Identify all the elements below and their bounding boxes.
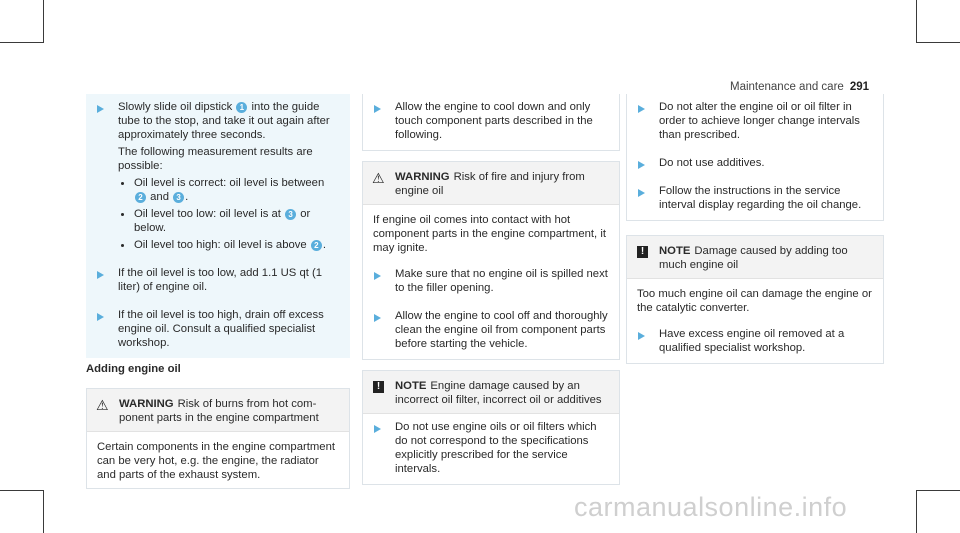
- crop-mark: [916, 490, 917, 533]
- column-2: [362, 94, 620, 485]
- note-box: [362, 370, 620, 485]
- exclamation-icon: !: [373, 381, 384, 393]
- crop-mark: [43, 490, 44, 533]
- arrow-icon: [97, 271, 104, 279]
- step-item: [627, 150, 883, 178]
- note-header: [627, 236, 883, 279]
- step-text: Do not use engine oils or oil filters which do not correspond to the specifications explicitly prescribed for the service intervals.: [395, 421, 597, 475]
- arrow-icon: [638, 161, 645, 169]
- page-header: [730, 80, 869, 94]
- crop-mark: [916, 42, 960, 43]
- page-number: 291: [849, 81, 869, 93]
- note-header: [363, 371, 619, 414]
- warning-header: [87, 389, 349, 432]
- arrow-icon: [97, 105, 104, 113]
- warning-box: [86, 388, 350, 489]
- step-text: Have excess engine oil removed at a qualified specialist workshop.: [659, 328, 845, 354]
- callout-1-icon: 1: [236, 102, 247, 113]
- column-1: [86, 94, 350, 489]
- exclamation-icon: !: [637, 246, 648, 258]
- step-item: [86, 260, 350, 302]
- info-text: The following measurement results are possible:: [118, 146, 313, 172]
- note-label: NOTE: [395, 380, 427, 392]
- warning-header: [363, 162, 619, 205]
- step-text: Make sure that no engine oil is spilled next to the filler opening.: [395, 268, 608, 294]
- step-item: [363, 94, 619, 150]
- warning-label: WARNING: [395, 171, 450, 183]
- warning-body: If engine oil comes into contact with hot component parts in the engine compartment, it may ignite.: [373, 214, 606, 254]
- list-item: Oil level too low: oil level is at 3 or below.: [118, 207, 340, 235]
- callout-2-icon: 2: [135, 192, 146, 203]
- step-text: Do not use additives.: [659, 157, 765, 169]
- arrow-icon: [638, 105, 645, 113]
- result-list: [118, 176, 340, 252]
- crop-mark: [916, 490, 960, 491]
- crop-mark: [43, 0, 44, 43]
- list-item: Oil level too high: oil level is above 2 .: [118, 238, 340, 252]
- crop-mark: [0, 490, 44, 491]
- note-title: Engine damage caused by an incorrect oil filter, incorrect oil or additives: [395, 380, 602, 406]
- crop-mark: [0, 42, 44, 43]
- section-title: Maintenance and care: [730, 81, 844, 93]
- note-title: Damage caused by adding too much engine oil: [659, 245, 848, 271]
- warning-label: WARNING: [119, 398, 174, 410]
- arrow-icon: [638, 189, 645, 197]
- callout-3-icon: 3: [285, 209, 296, 220]
- warning-title: Risk of burns from hot component parts in the engine compartment: [119, 398, 319, 424]
- crop-mark: [916, 0, 917, 43]
- step-item: [627, 94, 883, 150]
- step-item: [363, 261, 619, 303]
- note-box: [626, 235, 884, 364]
- step-text: Allow the engine to cool down and only touch component parts described in the following.: [395, 101, 593, 141]
- arrow-icon: [374, 425, 381, 433]
- warning-box: [362, 161, 620, 360]
- column-3: [626, 94, 884, 364]
- instruction-block: [362, 94, 620, 151]
- section-subheading: Adding engine oil: [86, 363, 181, 375]
- arrow-icon: [374, 105, 381, 113]
- watermark: carmanualsonline.info: [574, 492, 848, 522]
- note-body: Too much engine oil can damage the engine or the catalytic converter.: [637, 288, 872, 314]
- note-label: NOTE: [659, 245, 691, 257]
- callout-3-icon: 3: [173, 192, 184, 203]
- arrow-icon: [374, 272, 381, 280]
- arrow-icon: [638, 332, 645, 340]
- warning-triangle-icon: ⚠: [372, 170, 385, 186]
- step-item: [86, 94, 350, 260]
- step-item: [627, 178, 883, 220]
- step-text: Allow the engine to cool off and thoroughly clean the engine oil from component parts before starting the vehicle.: [395, 310, 608, 350]
- list-item: Oil level is correct: oil level is between 2 and 3 .: [118, 176, 340, 204]
- step-item: [86, 302, 350, 358]
- arrow-icon: [97, 313, 104, 321]
- step-item: [627, 321, 883, 363]
- step-item: [363, 303, 619, 359]
- instruction-block: [626, 94, 884, 221]
- step-text: Follow the instructions in the service interval display regarding the oil change.: [659, 185, 862, 211]
- instruction-block: [86, 94, 350, 358]
- step-text: If the oil level is too high, drain off excess engine oil. Consult a qualified specialist workshop.: [118, 309, 324, 349]
- step-text: If the oil level is too low, add 1.1 US qt (1 liter) of engine oil.: [118, 267, 323, 293]
- callout-2-icon: 2: [311, 240, 322, 251]
- step-item: [363, 414, 619, 484]
- step-text: Slowly slide oil dipstick: [118, 101, 233, 113]
- step-text: Do not alter the engine oil or oil filter in order to achieve longer change intervals than prescribed.: [659, 101, 860, 141]
- warning-body: Certain components in the engine compartment can be very hot, e.g. the engine, the radiator and parts of the exhaust system.: [97, 441, 335, 481]
- warning-triangle-icon: ⚠: [96, 397, 109, 413]
- warning-title: Risk of fire and injury from engine oil: [395, 171, 585, 197]
- arrow-icon: [374, 314, 381, 322]
- step-text: into the guide tube to the stop, and take it out again after approximately three seconds.: [118, 101, 330, 141]
